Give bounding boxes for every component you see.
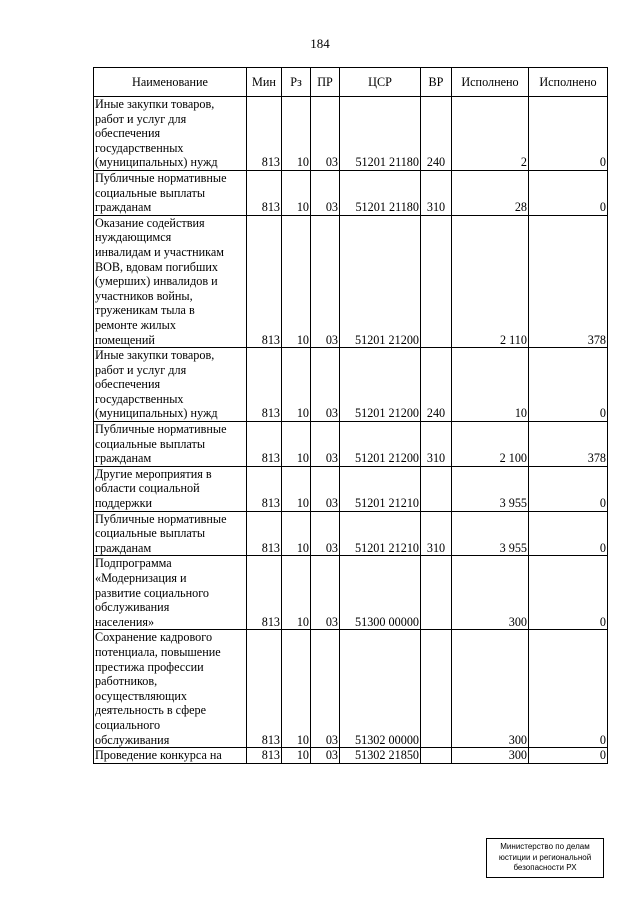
cell-min: 813 xyxy=(247,215,282,347)
cell-min: 813 xyxy=(247,466,282,511)
table-row xyxy=(94,422,608,467)
cell-name-line: обслуживания xyxy=(95,600,170,615)
cell-min: 813 xyxy=(247,97,282,171)
cell-name-line: Сохранение кадрового xyxy=(95,630,213,645)
cell-pr: 03 xyxy=(311,511,340,556)
table-row xyxy=(94,170,608,215)
cell-ispolneno-1: 3 955 xyxy=(452,466,529,511)
table-row xyxy=(94,97,608,171)
cell-rz: 10 xyxy=(282,348,311,422)
cell-name-line: гражданам xyxy=(95,200,152,215)
header-vr: ВР xyxy=(421,68,452,97)
table-row xyxy=(94,630,608,748)
cell-name xyxy=(94,556,247,630)
cell-vr: 310 xyxy=(421,170,452,215)
table-body xyxy=(94,97,608,764)
cell-name-line: Публичные нормативные xyxy=(95,511,227,526)
cell-ispolneno-1: 10 xyxy=(452,348,529,422)
cell-name-line: участников войны, xyxy=(95,288,193,303)
header-name: Наименование xyxy=(94,68,247,97)
cell-pr: 03 xyxy=(311,97,340,171)
cell-name-line: населения» xyxy=(95,614,155,629)
cell-name xyxy=(94,422,247,467)
stamp-line: юстиции и региональной xyxy=(498,852,592,862)
cell-name-line: государственных xyxy=(95,391,184,406)
cell-ispolneno-2: 378 xyxy=(529,215,608,347)
cell-name xyxy=(94,348,247,422)
registration-stamp xyxy=(486,838,604,878)
header-min: Мин xyxy=(247,68,282,97)
cell-name-line: обслуживания xyxy=(95,732,170,747)
cell-ispolneno-2: 0 xyxy=(529,170,608,215)
cell-vr: 310 xyxy=(421,511,452,556)
cell-name-line: (муниципальных) нужд xyxy=(95,155,218,170)
cell-min: 813 xyxy=(247,511,282,556)
cell-name-line: гражданам xyxy=(95,451,152,466)
cell-min: 813 xyxy=(247,422,282,467)
cell-name-line: Подпрограмма xyxy=(95,556,172,571)
cell-min: 813 xyxy=(247,348,282,422)
cell-rz: 10 xyxy=(282,466,311,511)
cell-pr: 03 xyxy=(311,630,340,748)
table-row xyxy=(94,748,608,764)
cell-ispolneno-2: 0 xyxy=(529,748,608,764)
cell-name xyxy=(94,466,247,511)
cell-csr: 51201 21210 xyxy=(340,511,421,556)
stamp-line: безопасности РХ xyxy=(513,863,577,872)
cell-name-line: труженикам тыла в xyxy=(95,303,195,318)
table-row xyxy=(94,556,608,630)
cell-ispolneno-1: 300 xyxy=(452,748,529,764)
cell-ispolneno-2: 0 xyxy=(529,511,608,556)
table-row xyxy=(94,466,608,511)
cell-pr: 03 xyxy=(311,422,340,467)
cell-name-line: Оказание содействия xyxy=(95,215,205,230)
cell-pr: 03 xyxy=(311,170,340,215)
cell-pr: 03 xyxy=(311,348,340,422)
cell-min: 813 xyxy=(247,170,282,215)
table-row xyxy=(94,348,608,422)
header-ispolneno-1: Исполнено xyxy=(452,68,529,97)
cell-name-line: Публичные нормативные xyxy=(95,422,227,437)
header-ispolneno-2: Исполнено xyxy=(529,68,608,97)
budget-table xyxy=(93,67,608,764)
cell-csr: 51302 00000 xyxy=(340,630,421,748)
cell-csr: 51201 21200 xyxy=(340,422,421,467)
cell-name-line: Проведение конкурса на xyxy=(95,748,222,763)
cell-vr xyxy=(421,630,452,748)
cell-name-line: ремонте жилых xyxy=(95,317,176,332)
cell-rz: 10 xyxy=(282,630,311,748)
cell-csr: 51302 21850 xyxy=(340,748,421,764)
cell-name xyxy=(94,630,247,748)
cell-csr: 51201 21200 xyxy=(340,348,421,422)
cell-name xyxy=(94,97,247,171)
cell-name-line: деятельность в сфере xyxy=(95,703,207,718)
cell-name-line: ВОВ, вдовам погибших xyxy=(95,259,218,274)
header-csr: ЦСР xyxy=(340,68,421,97)
cell-name-line: социальные выплаты xyxy=(95,185,206,200)
cell-ispolneno-2: 0 xyxy=(529,466,608,511)
cell-vr xyxy=(421,748,452,764)
cell-pr: 03 xyxy=(311,215,340,347)
table-header-row xyxy=(94,68,608,97)
cell-name xyxy=(94,748,247,764)
cell-csr: 51201 21200 xyxy=(340,215,421,347)
cell-name xyxy=(94,170,247,215)
cell-min: 813 xyxy=(247,630,282,748)
cell-name-line: помещений xyxy=(95,332,155,347)
cell-name-line: Иные закупки товаров, xyxy=(95,97,215,111)
cell-rz: 10 xyxy=(282,556,311,630)
table-row xyxy=(94,511,608,556)
cell-name-line: работ и услуг для xyxy=(95,362,187,377)
cell-ispolneno-1: 2 110 xyxy=(452,215,529,347)
cell-rz: 10 xyxy=(282,511,311,556)
cell-name xyxy=(94,511,247,556)
cell-name-line: Другие мероприятия в xyxy=(95,466,212,481)
cell-name-line: престижа профессии xyxy=(95,659,204,674)
cell-min: 813 xyxy=(247,556,282,630)
cell-pr: 03 xyxy=(311,466,340,511)
cell-pr: 03 xyxy=(311,556,340,630)
cell-name-line: нуждающимся xyxy=(95,230,172,245)
cell-ispolneno-2: 0 xyxy=(529,556,608,630)
cell-name-line: работников, xyxy=(95,674,158,689)
cell-csr: 51300 00000 xyxy=(340,556,421,630)
cell-ispolneno-1: 300 xyxy=(452,630,529,748)
cell-rz: 10 xyxy=(282,97,311,171)
cell-vr: 310 xyxy=(421,422,452,467)
cell-name-line: обеспечения xyxy=(95,126,161,141)
cell-name-line: (умерших) инвалидов и xyxy=(95,274,218,289)
cell-vr xyxy=(421,466,452,511)
cell-min: 813 xyxy=(247,748,282,764)
cell-ispolneno-1: 300 xyxy=(452,556,529,630)
table-row xyxy=(94,215,608,347)
cell-name-line: Публичные нормативные xyxy=(95,170,227,185)
cell-name-line: «Модернизация и xyxy=(95,571,187,585)
cell-ispolneno-1: 2 100 xyxy=(452,422,529,467)
cell-vr xyxy=(421,556,452,630)
cell-name-line: поддержки xyxy=(95,496,153,511)
cell-name-line: работ и услуг для xyxy=(95,111,187,126)
cell-ispolneno-2: 0 xyxy=(529,97,608,171)
cell-name-line: развитие социального xyxy=(95,585,210,600)
cell-csr: 51201 21210 xyxy=(340,466,421,511)
cell-rz: 10 xyxy=(282,422,311,467)
cell-ispolneno-2: 0 xyxy=(529,348,608,422)
cell-ispolneno-2: 378 xyxy=(529,422,608,467)
page-number: 184 xyxy=(310,36,330,51)
header-rz: Рз xyxy=(282,68,311,97)
cell-name-line: социальные выплаты xyxy=(95,526,206,541)
cell-rz: 10 xyxy=(282,215,311,347)
cell-name-line: гражданам xyxy=(95,540,152,555)
cell-name-line: государственных xyxy=(95,140,184,155)
cell-vr: 240 xyxy=(421,348,452,422)
cell-ispolneno-2: 0 xyxy=(529,630,608,748)
cell-name xyxy=(94,215,247,347)
cell-rz: 10 xyxy=(282,170,311,215)
cell-vr xyxy=(421,215,452,347)
cell-name-line: инвалидам и участникам xyxy=(95,244,224,259)
cell-name-line: области социальной xyxy=(95,481,200,496)
cell-csr: 51201 21180 xyxy=(340,170,421,215)
cell-name-line: потенциала, повышение xyxy=(95,644,221,659)
cell-name-line: обеспечения xyxy=(95,377,161,392)
cell-name-line: социального xyxy=(95,717,161,732)
cell-rz: 10 xyxy=(282,748,311,764)
stamp-line: Министерство по делам xyxy=(500,842,590,851)
cell-ispolneno-1: 3 955 xyxy=(452,511,529,556)
cell-name-line: социальные выплаты xyxy=(95,436,206,451)
cell-name-line: осуществляющих xyxy=(95,688,187,703)
cell-vr: 240 xyxy=(421,97,452,171)
cell-name-line: Иные закупки товаров, xyxy=(95,348,215,363)
cell-ispolneno-1: 2 xyxy=(452,97,529,171)
header-pr: ПР xyxy=(311,68,340,97)
cell-csr: 51201 21180 xyxy=(340,97,421,171)
cell-ispolneno-1: 28 xyxy=(452,170,529,215)
cell-name-line: (муниципальных) нужд xyxy=(95,406,218,421)
cell-pr: 03 xyxy=(311,748,340,764)
